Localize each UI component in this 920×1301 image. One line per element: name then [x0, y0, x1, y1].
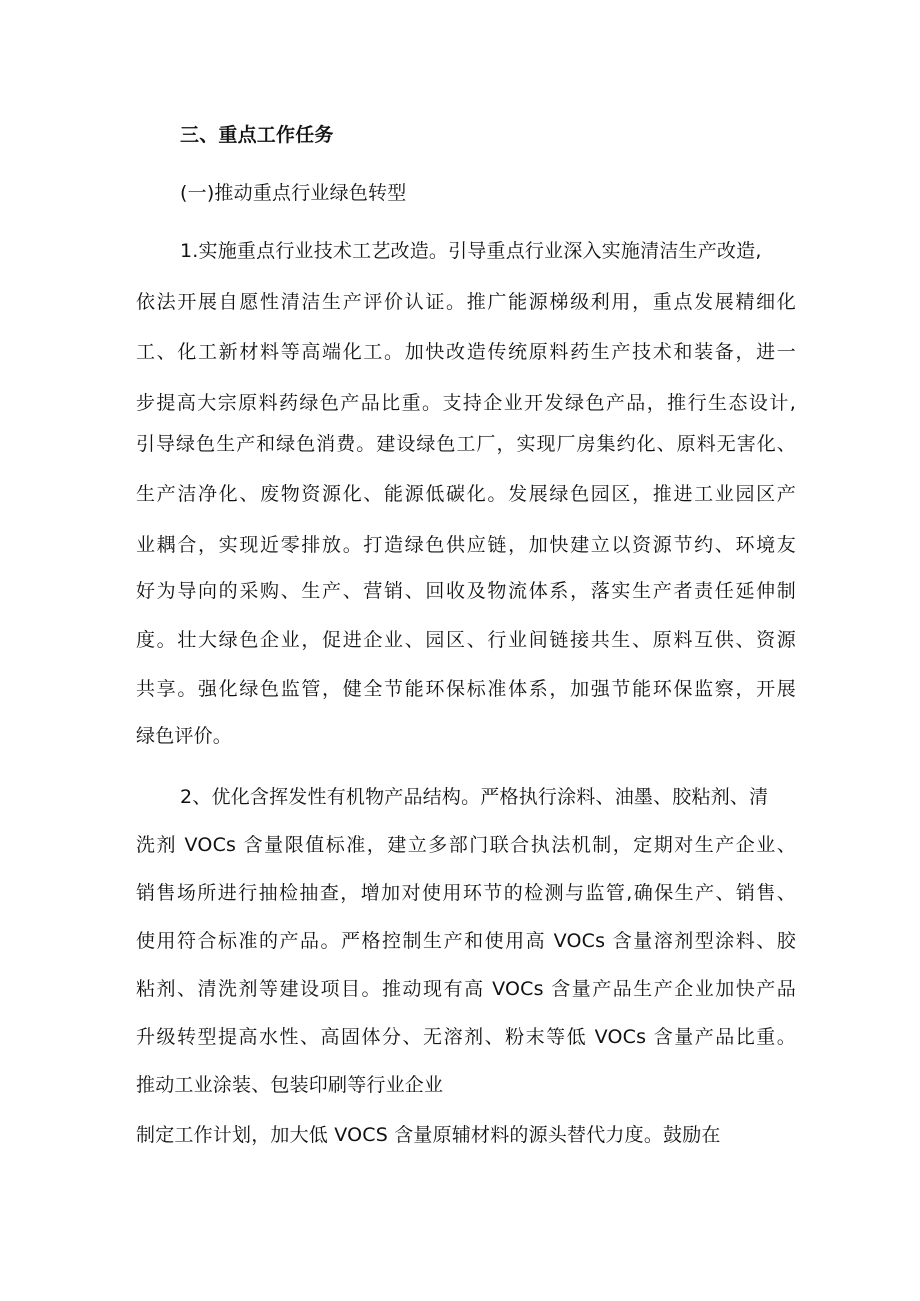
- paragraph-line: 引导绿色生产和绿色消费。建设绿色工厂，实现厂房集约化、原料无害化、: [136, 433, 796, 455]
- paragraph-line: 2、优化含挥发性有机物产品结构。严格执行涂料、油墨、胶粘剂、清: [180, 786, 769, 808]
- paragraph-line: 依法开展自愿性清洁生产评价认证。推广能源梯级利用，重点发展精细化: [136, 291, 796, 313]
- paragraph-line: 使用符合标准的产品。严格控制生产和使用高 VOCs 含量溶剂型涂料、胶: [136, 930, 796, 952]
- section-heading: 三、重点工作任务: [180, 124, 334, 146]
- paragraph-line: 推动工业涂装、包装印刷等行业企业: [136, 1074, 444, 1096]
- paragraph-line: 好为导向的采购、生产、营销、回收及物流体系，落实生产者责任延伸制: [136, 580, 796, 602]
- paragraph-line: 1.实施重点行业技术工艺改造。引导重点行业深入实施清洁生产改造,: [180, 240, 762, 262]
- paragraph-line: 生产洁净化、废物资源化、能源低碳化。发展绿色园区，推进工业园区产: [136, 483, 796, 505]
- paragraph-line: 销售场所进行抽检抽查，增加对使用环节的检测与监管,确保生产、销售、: [136, 882, 796, 904]
- paragraph-line: 粘剂、清洗剂等建设项目。推动现有高 VOCs 含量产品生产企业加快产品: [136, 978, 796, 1000]
- paragraph-line: 业耦合，实现近零排放。打造绿色供应链，加快建立以资源节约、环境友: [136, 534, 796, 556]
- subsection-heading: (一)推动重点行业绿色转型: [180, 182, 407, 204]
- paragraph-line: 升级转型提高水性、高固体分、无溶剂、粉末等低 VOCs 含量产品比重。: [136, 1026, 796, 1048]
- paragraph-line: 工、化工新材料等高端化工。加快改造传统原料药生产技术和装备，进一: [136, 341, 796, 363]
- paragraph-line: 绿色评价。: [136, 725, 233, 747]
- paragraph-line: 共享。强化绿色监管，健全节能环保标准体系，加强节能环保监察，开展: [136, 678, 796, 700]
- paragraph-line: 步提高大宗原料药绿色产品比重。支持企业开发绿色产品，推行生态设计,: [136, 392, 796, 414]
- paragraph-line: 度。壮大绿色企业，促进企业、园区、行业间链接共生、原料互供、资源: [136, 629, 796, 651]
- paragraph-line: 洗剂 VOCs 含量限值标准，建立多部门联合执法机制，定期对生产企业、: [136, 834, 796, 856]
- paragraph-line: 制定工作计划，加大低 VOCS 含量原辅材料的源头替代力度。鼓励在: [136, 1124, 721, 1146]
